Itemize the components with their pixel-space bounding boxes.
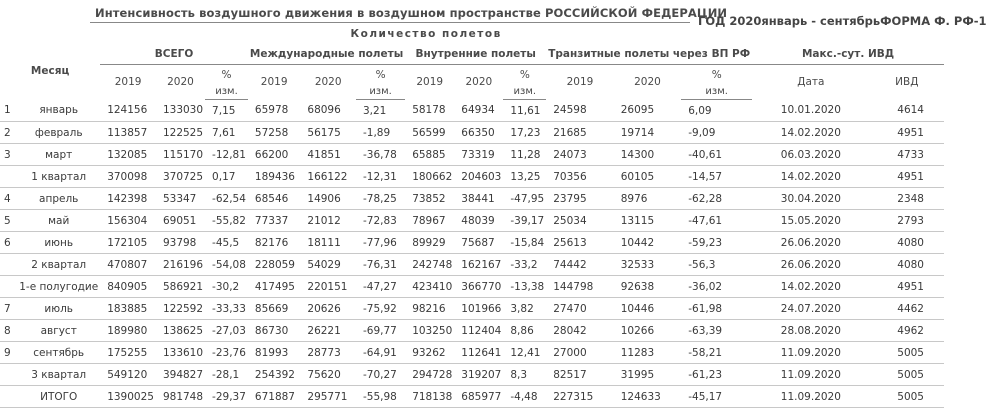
- total-change: 0,17: [205, 166, 248, 188]
- domestic-header: Внутренние полеты: [405, 43, 546, 65]
- intl-2019: 671887: [248, 386, 300, 408]
- max-ivd: 4733: [870, 144, 944, 166]
- month-label: июнь: [17, 232, 100, 254]
- transit-change-header: изм.: [681, 84, 752, 100]
- intl-2019: 77337: [248, 210, 300, 232]
- total-2020: 133610: [156, 342, 205, 364]
- transit-2020: 14300: [614, 144, 682, 166]
- dom-change-header: изм.: [503, 84, 546, 100]
- month-label: 1-е полугодие: [17, 276, 100, 298]
- total-2019: 113857: [100, 122, 156, 144]
- intl-2020: 220151: [300, 276, 356, 298]
- total-2020: 53347: [156, 188, 205, 210]
- total-change: -29,37: [205, 386, 248, 408]
- intl-change: -55,98: [356, 386, 405, 408]
- total-2020: 981748: [156, 386, 205, 408]
- transit-2019: 74442: [546, 254, 614, 276]
- total-change: -55,82: [205, 210, 248, 232]
- table-row: [0, 320, 944, 342]
- max-ivd: 4951: [870, 122, 944, 144]
- dom-2019: 423410: [405, 276, 454, 298]
- table-row: [0, 232, 944, 254]
- row-index: 1: [0, 100, 17, 122]
- total-2019: 172105: [100, 232, 156, 254]
- max-ivd: 4614: [870, 100, 944, 122]
- intl-change: -78,25: [356, 188, 405, 210]
- total-change: -12,81: [205, 144, 248, 166]
- intl-change: -69,77: [356, 320, 405, 342]
- total-change: -23,76: [205, 342, 248, 364]
- intl-change: -75,92: [356, 298, 405, 320]
- intl-2019: 81993: [248, 342, 300, 364]
- transit-2019: 27000: [546, 342, 614, 364]
- total-2020: 122525: [156, 122, 205, 144]
- max-date: 24.07.2020: [752, 298, 869, 320]
- transit-2020: 31995: [614, 364, 682, 386]
- table-row: [0, 364, 944, 386]
- intl-2019-header: 2019: [260, 76, 288, 89]
- transit-change: 6,09: [681, 100, 752, 122]
- intl-2020: 54029: [300, 254, 356, 276]
- total-2020-header: 2020: [167, 76, 194, 89]
- total-2020: 133030: [156, 100, 205, 122]
- intl-change: -72,83: [356, 210, 405, 232]
- max-date: 10.01.2020: [752, 100, 869, 122]
- intl-2020: 56175: [300, 122, 356, 144]
- dom-2019: 718138: [405, 386, 454, 408]
- dom-2020: 38441: [454, 188, 503, 210]
- transit-2019: 23795: [546, 188, 614, 210]
- row-index: 9: [0, 342, 17, 364]
- transit-2020: 10266: [614, 320, 682, 342]
- transit-pct-header: %: [711, 68, 722, 81]
- dom-2019: 103250: [405, 320, 454, 342]
- transit-2019-header: 2019: [566, 76, 594, 89]
- intl-2019: 66200: [248, 144, 300, 166]
- total-2019: 156304: [100, 210, 156, 232]
- intl-change: -47,27: [356, 276, 405, 298]
- total-change-header: изм.: [205, 84, 248, 100]
- dom-2020: 204603: [454, 166, 503, 188]
- intl-2019: 85669: [248, 298, 300, 320]
- max-ivd: 4080: [870, 254, 944, 276]
- month-label: сентябрь: [17, 342, 100, 364]
- total-2019: 175255: [100, 342, 156, 364]
- dom-2019: 89929: [405, 232, 454, 254]
- intl-2019: 65978: [248, 100, 300, 122]
- total-change: -30,2: [205, 276, 248, 298]
- transit-2019: 25613: [546, 232, 614, 254]
- total-2020: 138625: [156, 320, 205, 342]
- row-index: 4: [0, 188, 17, 210]
- dom-2020: 75687: [454, 232, 503, 254]
- dom-pct-header: %: [519, 68, 530, 81]
- dom-change: -47,95: [503, 188, 546, 210]
- flights-table: [0, 24, 944, 408]
- total-change: -27,03: [205, 320, 248, 342]
- total-2019: 142398: [100, 188, 156, 210]
- dom-change: 17,23: [503, 122, 546, 144]
- dom-2020: 319207: [454, 364, 503, 386]
- total-2020: 93798: [156, 232, 205, 254]
- transit-2020: 10442: [614, 232, 682, 254]
- month-label: 3 квартал: [17, 364, 100, 386]
- max-date: 26.06.2020: [752, 232, 869, 254]
- month-label: март: [17, 144, 100, 166]
- transit-change: -61,23: [681, 364, 752, 386]
- row-index: 5: [0, 210, 17, 232]
- table-row: [0, 100, 944, 122]
- transit-change: -14,57: [681, 166, 752, 188]
- transit-2020-header: 2020: [634, 76, 661, 89]
- dom-change: -4,48: [503, 386, 546, 408]
- dom-change: -13,38: [503, 276, 546, 298]
- dom-2020: 112404: [454, 320, 503, 342]
- dom-2020: 66350: [454, 122, 503, 144]
- intl-2020: 14906: [300, 188, 356, 210]
- max-ivd: 2348: [870, 188, 944, 210]
- intl-2020-header: 2020: [314, 76, 342, 89]
- total-2020: 370725: [156, 166, 205, 188]
- dom-change: 3,82: [503, 298, 546, 320]
- total-change: -62,54: [205, 188, 248, 210]
- intl-2020: 28773: [300, 342, 356, 364]
- table-row: [0, 386, 944, 408]
- total-2019: 124156: [100, 100, 156, 122]
- max-ivd: 4080: [870, 232, 944, 254]
- dom-2019: 78967: [405, 210, 454, 232]
- max-ivd: 4962: [870, 320, 944, 342]
- transit-change: -63,39: [681, 320, 752, 342]
- intl-2019: 228059: [248, 254, 300, 276]
- transit-change: -9,09: [681, 122, 752, 144]
- month-header: Месяц: [30, 65, 70, 78]
- total-2020: 394827: [156, 364, 205, 386]
- dom-2019: 294728: [405, 364, 454, 386]
- transit-2020: 10446: [614, 298, 682, 320]
- total-change: 7,15: [205, 100, 248, 122]
- intl-change: -1,89: [356, 122, 405, 144]
- transit-2020: 124633: [614, 386, 682, 408]
- total-change: 7,61: [205, 122, 248, 144]
- transit-change: -40,61: [681, 144, 752, 166]
- transit-2019: 70356: [546, 166, 614, 188]
- total-2019-header: 2019: [114, 76, 142, 89]
- dom-change: 13,25: [503, 166, 546, 188]
- intl-change: -76,31: [356, 254, 405, 276]
- transit-2020: 13115: [614, 210, 682, 232]
- dom-2019: 93262: [405, 342, 454, 364]
- max-date: 11.09.2020: [752, 342, 869, 364]
- row-index: [0, 166, 17, 188]
- intl-2019: 82176: [248, 232, 300, 254]
- dom-2019: 56599: [405, 122, 454, 144]
- transit-2020: 60105: [614, 166, 682, 188]
- intl-2020: 75620: [300, 364, 356, 386]
- transit-2019: 24598: [546, 100, 614, 122]
- dom-2019: 73852: [405, 188, 454, 210]
- dom-2020: 162167: [454, 254, 503, 276]
- transit-change: -59,23: [681, 232, 752, 254]
- total-change: -45,5: [205, 232, 248, 254]
- intl-2019: 417495: [248, 276, 300, 298]
- transit-2019: 27470: [546, 298, 614, 320]
- intl-2020: 295771: [300, 386, 356, 408]
- max-ivd: 5005: [870, 364, 944, 386]
- international-header: Международные полеты: [248, 43, 405, 65]
- intl-change: -77,96: [356, 232, 405, 254]
- max-date: 14.02.2020: [752, 276, 869, 298]
- total-2020: 115170: [156, 144, 205, 166]
- transit-change: -45,17: [681, 386, 752, 408]
- intl-2019: 57258: [248, 122, 300, 144]
- total-2020: 586921: [156, 276, 205, 298]
- total-2019: 132085: [100, 144, 156, 166]
- dom-2020: 685977: [454, 386, 503, 408]
- transit-change: -62,28: [681, 188, 752, 210]
- dom-2019-header: 2019: [416, 76, 444, 89]
- flights-count-header: Количество полетов: [350, 27, 502, 40]
- month-label: 1 квартал: [17, 166, 100, 188]
- transit-change: -61,98: [681, 298, 752, 320]
- dom-change: -33,2: [503, 254, 546, 276]
- transit-2020: 92638: [614, 276, 682, 298]
- intl-2020: 68096: [300, 100, 356, 122]
- table-row: [0, 144, 944, 166]
- intl-pct-header: %: [375, 68, 386, 81]
- row-index: [0, 276, 17, 298]
- total-2019: 470807: [100, 254, 156, 276]
- date-header: Дата: [797, 76, 825, 89]
- month-label: февраль: [17, 122, 100, 144]
- max-date: 30.04.2020: [752, 188, 869, 210]
- total-change: -54,08: [205, 254, 248, 276]
- transit-2020: 19714: [614, 122, 682, 144]
- intl-2020: 41851: [300, 144, 356, 166]
- transit-2020: 26095: [614, 100, 682, 122]
- dom-2019: 58178: [405, 100, 454, 122]
- month-label: ИТОГО: [17, 386, 100, 408]
- dom-change: 8,86: [503, 320, 546, 342]
- month-label: июль: [17, 298, 100, 320]
- max-date: 11.09.2020: [752, 364, 869, 386]
- ivd-header: ИВД: [895, 76, 919, 89]
- total-change: -33,33: [205, 298, 248, 320]
- row-index: 6: [0, 232, 17, 254]
- transit-change: -36,02: [681, 276, 752, 298]
- row-index: [0, 364, 17, 386]
- max-daily-header: Макс.-сут. ИВД: [752, 43, 944, 65]
- year-form-label: ГОД 2020январь - сентябрьФОРМА Ф. РФ-1: [698, 14, 987, 28]
- table-row: [0, 166, 944, 188]
- table-row: [0, 342, 944, 364]
- max-ivd: 4951: [870, 276, 944, 298]
- table-row: [0, 210, 944, 232]
- total-2020: 216196: [156, 254, 205, 276]
- transit-2019: 21685: [546, 122, 614, 144]
- total-header: ВСЕГО: [100, 43, 248, 65]
- table-row: [0, 254, 944, 276]
- intl-2020: 20626: [300, 298, 356, 320]
- row-index: 7: [0, 298, 17, 320]
- dom-change: 11,28: [503, 144, 546, 166]
- dom-change: 12,41: [503, 342, 546, 364]
- table-row: [0, 188, 944, 210]
- dom-2020: 112641: [454, 342, 503, 364]
- dom-2020: 366770: [454, 276, 503, 298]
- max-date: 14.02.2020: [752, 166, 869, 188]
- dom-change: 11,61: [503, 100, 546, 122]
- max-date: 14.02.2020: [752, 122, 869, 144]
- intl-change-header: изм.: [356, 84, 405, 100]
- dom-change: 8,3: [503, 364, 546, 386]
- transit-change: -58,21: [681, 342, 752, 364]
- intl-2020: 26221: [300, 320, 356, 342]
- month-label: апрель: [17, 188, 100, 210]
- max-ivd: 5005: [870, 342, 944, 364]
- max-ivd: 4951: [870, 166, 944, 188]
- transit-2019: 28042: [546, 320, 614, 342]
- dom-2019: 242748: [405, 254, 454, 276]
- table-row: [0, 298, 944, 320]
- max-ivd: 2793: [870, 210, 944, 232]
- total-2019: 549120: [100, 364, 156, 386]
- total-2020: 122592: [156, 298, 205, 320]
- intl-2019: 254392: [248, 364, 300, 386]
- month-label: 2 квартал: [17, 254, 100, 276]
- transit-change: -47,61: [681, 210, 752, 232]
- month-label: май: [17, 210, 100, 232]
- transit-header: Транзитные полеты через ВП РФ: [546, 43, 752, 65]
- dom-2020: 48039: [454, 210, 503, 232]
- dom-2019: 98216: [405, 298, 454, 320]
- total-2019: 370098: [100, 166, 156, 188]
- dom-2019: 180662: [405, 166, 454, 188]
- month-label: январь: [17, 100, 100, 122]
- max-ivd: 5005: [870, 386, 944, 408]
- row-index: 8: [0, 320, 17, 342]
- row-index: 3: [0, 144, 17, 166]
- intl-2020: 21012: [300, 210, 356, 232]
- max-date: 26.06.2020: [752, 254, 869, 276]
- intl-2019: 189436: [248, 166, 300, 188]
- dom-change: -39,17: [503, 210, 546, 232]
- dom-2019: 65885: [405, 144, 454, 166]
- total-pct-header: %: [221, 68, 232, 81]
- transit-2020: 11283: [614, 342, 682, 364]
- intl-change: 3,21: [356, 100, 405, 122]
- dom-2020: 73319: [454, 144, 503, 166]
- total-change: -28,1: [205, 364, 248, 386]
- table-row: [0, 122, 944, 144]
- transit-2020: 32533: [614, 254, 682, 276]
- row-index: 2: [0, 122, 17, 144]
- total-2019: 183885: [100, 298, 156, 320]
- transit-2019: 227315: [546, 386, 614, 408]
- report-title: Интенсивность воздушного движения в воздушном пространстве РОССИЙСКОЙ ФЕДЕРАЦИИ: [95, 6, 728, 20]
- dom-change: -15,84: [503, 232, 546, 254]
- month-label: август: [17, 320, 100, 342]
- intl-2020: 166122: [300, 166, 356, 188]
- total-2020: 69051: [156, 210, 205, 232]
- total-2019: 1390025: [100, 386, 156, 408]
- intl-change: -70,27: [356, 364, 405, 386]
- max-date: 06.03.2020: [752, 144, 869, 166]
- table-row: [0, 276, 944, 298]
- max-date: 28.08.2020: [752, 320, 869, 342]
- transit-2019: 25034: [546, 210, 614, 232]
- total-2019: 189980: [100, 320, 156, 342]
- transit-2019: 24073: [546, 144, 614, 166]
- max-ivd: 4462: [870, 298, 944, 320]
- transit-2019: 144798: [546, 276, 614, 298]
- transit-2020: 8976: [614, 188, 682, 210]
- intl-2019: 68546: [248, 188, 300, 210]
- transit-2019: 82517: [546, 364, 614, 386]
- intl-change: -36,78: [356, 144, 405, 166]
- max-date: 15.05.2020: [752, 210, 869, 232]
- max-date: 11.09.2020: [752, 386, 869, 408]
- dom-2020: 101966: [454, 298, 503, 320]
- dom-2020: 64934: [454, 100, 503, 122]
- transit-change: -56,3: [681, 254, 752, 276]
- intl-2020: 18111: [300, 232, 356, 254]
- intl-2019: 86730: [248, 320, 300, 342]
- total-2019: 840905: [100, 276, 156, 298]
- title-underline: [90, 22, 690, 23]
- row-index: [0, 386, 17, 408]
- dom-2020-header: 2020: [465, 76, 493, 89]
- intl-change: -12,31: [356, 166, 405, 188]
- row-index: [0, 254, 17, 276]
- intl-change: -64,91: [356, 342, 405, 364]
